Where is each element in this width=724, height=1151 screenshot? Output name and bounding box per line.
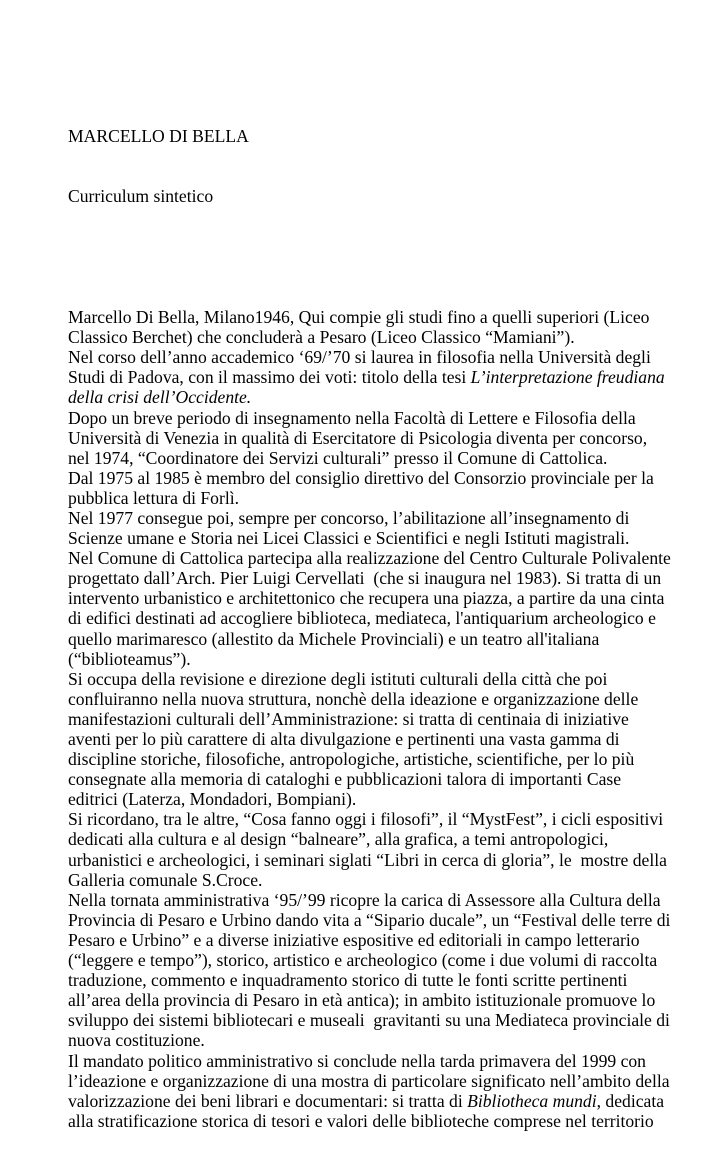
text-line [68, 588, 708, 608]
text-line [68, 528, 708, 548]
text-line [68, 910, 708, 930]
text-line [68, 990, 708, 1010]
text-line [68, 568, 708, 588]
text-segment: Si ricordano, tra le altre, “Cosa fanno oggi i filosofi”, il “MystFest”, i cicli espositivi [68, 809, 664, 830]
text-segment: Studi di Padova, con il massimo dei voti: titolo della tesi [68, 367, 471, 388]
document-title: MARCELLO DI BELLA [68, 126, 249, 147]
text-line [68, 1071, 708, 1091]
text-line [68, 307, 708, 327]
text-segment: nuova costituzione. [68, 1030, 205, 1051]
italic-text: Bibliotheca mundi [467, 1090, 597, 1111]
text-segment: quello marimaresco (allestito da Michele Provinciali) e un teatro all'italiana [68, 628, 600, 649]
document-subtitle: Curriculum sintetico [68, 186, 214, 207]
text-segment: di edifici destinati ad accogliere biblioteca, mediateca, l'antiquarium archeologico e [68, 608, 656, 629]
text-segment: traduzione, commento e inquadramento storico di tutte le fonti scritte pertinenti [68, 970, 628, 991]
text-line [68, 367, 708, 387]
text-segment: editrici (Laterza, Mondadori, Bompiani). [68, 789, 357, 810]
text-line [68, 629, 708, 649]
text-segment: Nel corso dell’anno accademico ‘69/’70 si laurea in filosofia nella Università degli [68, 347, 651, 368]
text-segment: discipline storiche, filosofiche, antropologiche, artistiche, scientifiche, per lo più [68, 749, 635, 770]
text-line [68, 448, 708, 468]
text-line [68, 669, 708, 689]
text-segment: , dedicata [596, 1090, 665, 1111]
text-line [68, 468, 708, 488]
text-segment: (“biblioteamus”). [68, 648, 191, 669]
text-segment: valorizzazione dei beni librari e documentari: si tratta di [68, 1090, 468, 1111]
text-segment: Si occupa della revisione e direzione degli istituti culturali della città che poi [68, 668, 608, 689]
text-line [68, 428, 708, 448]
text-line [68, 508, 708, 528]
text-segment: sviluppo dei sistemi bibliotecari e museali gravitanti su una Mediateca provinciale di [68, 1010, 670, 1031]
text-line [68, 809, 708, 829]
text-segment: nel 1974, “Coordinatore dei Servizi culturali” presso il Comune di Cattolica. [68, 447, 608, 468]
italic-text: L’interpretazione freudiana [470, 367, 665, 388]
text-line [68, 387, 708, 407]
text-segment: Dopo un breve periodo di insegnamento nella Facoltà di Lettere e Filosofia della [68, 407, 636, 428]
text-segment: urbanistici e archeologici, i seminari siglati “Libri in cerca di gloria”, le mostre della [68, 849, 667, 870]
text-line [68, 829, 708, 849]
text-segment: Università di Venezia in qualità di Esercitatore di Psicologia diventa per concorso, [68, 427, 648, 448]
text-line [68, 970, 708, 990]
text-segment: Il mandato politico amministrativo si conclude nella tarda primavera del 1999 con [68, 1050, 646, 1071]
text-line [68, 1111, 708, 1131]
text-line [68, 649, 708, 669]
text-segment: intervento urbanistico e architettonico che recupera una piazza, a partire da una cinta [68, 588, 665, 609]
text-segment: Marcello Di Bella, Milano1946, Qui compie gli studi fino a quelli superiori (Liceo [68, 307, 650, 328]
text-line [68, 488, 708, 508]
text-segment: confluiranno nella nuova struttura, nonchè della ideazione e organizzazione delle [68, 688, 639, 709]
text-segment: Pesaro e Urbino” e a diverse iniziative espositive ed editoriali in campo letterario [68, 929, 640, 950]
text-line [68, 1030, 708, 1050]
text-line [68, 548, 708, 568]
text-line [68, 789, 708, 809]
text-line [68, 608, 708, 628]
text-line [68, 769, 708, 789]
text-line [68, 749, 708, 769]
text-line [68, 890, 708, 910]
text-segment: manifestazioni culturali dell’Amministrazione: si tratta di centinaia di iniziative [68, 708, 629, 729]
text-segment: Nel Comune di Cattolica partecipa alla realizzazione del Centro Culturale Polivalente [68, 548, 671, 569]
text-segment: Scienze umane e Storia nei Licei Classici e Scientifici e negli Istituti magistrali. [68, 528, 630, 549]
text-segment: Galleria comunale S.Croce. [68, 869, 263, 890]
text-line [68, 1010, 708, 1030]
text-segment: alla stratificazione storica di tesori e valori delle biblioteche comprese nel territorio [68, 1110, 654, 1131]
text-segment: consegnate alla memoria di cataloghi e pubblicazioni talora di importanti Case [68, 769, 622, 790]
text-segment: l’ideazione e organizzazione di una mostra di particolare significato nell’ambito della [68, 1070, 670, 1091]
text-segment: progettato dall’Arch. Pier Luigi Cervellati (che si inaugura nel 1983). Si tratta di un [68, 568, 662, 589]
text-segment: aventi per lo più carattere di alta divulgazione e pertinenti una vasta gamma di [68, 729, 620, 749]
italic-text: della crisi dell’Occidente. [68, 387, 252, 408]
text-line [68, 950, 708, 970]
document-page [68, 86, 708, 1151]
text-line [68, 689, 708, 709]
text-line [68, 347, 708, 367]
text-segment: Nella tornata amministrativa ‘95/’99 ricopre la carica di Assessore alla Cultura della [68, 889, 661, 910]
text-segment: Classico Berchet) che concluderà a Pesaro (Liceo Classico “Mamiani”). [68, 327, 575, 348]
text-line [68, 327, 708, 347]
text-segment: (“leggere e tempo”), storico, artistico e archeologico (come i due volumi di raccolta [68, 950, 658, 971]
text-segment: Provincia di Pesaro e Urbino dando vita a “Sipario ducale”, un “Festival delle terre di [68, 909, 671, 930]
text-line [68, 729, 708, 749]
text-line [68, 408, 708, 428]
text-segment: Dal 1975 al 1985 è membro del consiglio direttivo del Consorzio provinciale per la [68, 467, 654, 488]
text-line [68, 850, 708, 870]
document-body [68, 307, 708, 1131]
text-line [68, 1091, 708, 1111]
blank-line [68, 247, 708, 267]
text-line [68, 870, 708, 890]
text-segment: dedicati alla cultura e al design “balneare”, alla grafica, a temi antropologici, [68, 829, 609, 850]
text-segment: all’area della provincia di Pesaro in età antica); in ambito istituzionale promuove lo [68, 990, 656, 1011]
text-line [68, 1051, 708, 1071]
text-line [68, 709, 708, 729]
text-segment: pubblica lettura di Forlì. [68, 487, 240, 508]
text-segment: Nel 1977 consegue poi, sempre per concorso, l’abilitazione all’insegnamento di [68, 507, 630, 528]
text-line [68, 930, 708, 950]
